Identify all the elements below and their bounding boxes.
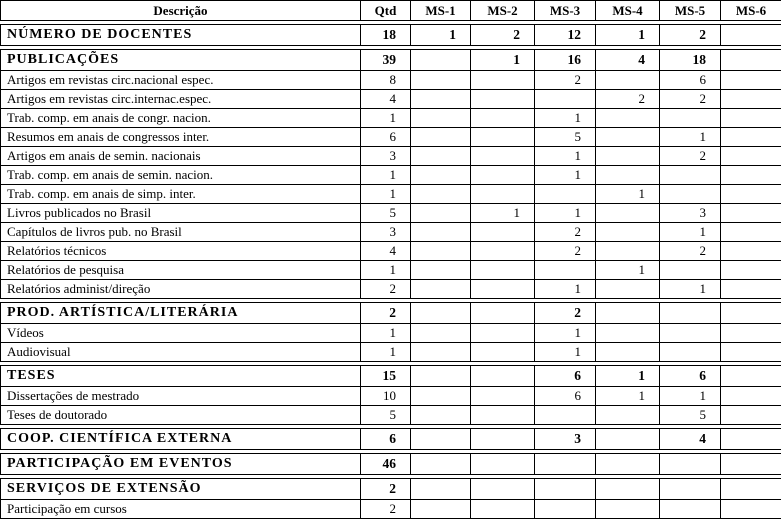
cell-ms-5 <box>660 303 721 324</box>
cell-ms-4: 1 <box>596 387 660 406</box>
column-header-qtd: Qtd <box>361 1 411 21</box>
cell-ms-4 <box>596 324 660 343</box>
table-row <box>1 147 781 166</box>
cell-ms-2 <box>471 324 535 343</box>
cell-ms-6 <box>721 109 781 128</box>
cell-ms-5: 1 <box>660 223 721 242</box>
cell-ms-3: 6 <box>535 387 596 406</box>
cell-ms-1 <box>411 90 471 109</box>
cell-ms-1 <box>411 366 471 387</box>
cell-ms-3 <box>535 185 596 204</box>
table-header <box>0 0 781 21</box>
cell-ms-5: 6 <box>660 366 721 387</box>
header-row <box>1 1 781 21</box>
section-header-row <box>1 366 781 387</box>
cell-ms-2 <box>471 109 535 128</box>
cell-ms-5: 18 <box>660 50 721 71</box>
cell-ms-4: 4 <box>596 50 660 71</box>
cell-ms-5: 1 <box>660 280 721 299</box>
cell-qtd: 8 <box>361 71 411 90</box>
row-description: Dissertações de mestrado <box>1 387 361 406</box>
cell-ms-6 <box>721 406 781 425</box>
row-description: Resumos em anais de congressos inter. <box>1 128 361 147</box>
row-description: Participação em cursos <box>1 500 361 519</box>
cell-ms-2 <box>471 366 535 387</box>
column-header-ms-1: MS-1 <box>411 1 471 21</box>
cell-ms-2 <box>471 261 535 280</box>
table-row <box>1 204 781 223</box>
column-header-ms-5: MS-5 <box>660 1 721 21</box>
cell-ms-5: 1 <box>660 128 721 147</box>
row-description: Vídeos <box>1 324 361 343</box>
cell-ms-3: 2 <box>535 303 596 324</box>
cell-ms-4 <box>596 71 660 90</box>
cell-ms-5 <box>660 343 721 362</box>
cell-ms-4 <box>596 454 660 475</box>
cell-ms-6 <box>721 479 781 500</box>
cell-qtd: 2 <box>361 303 411 324</box>
cell-ms-4 <box>596 223 660 242</box>
cell-ms-5 <box>660 166 721 185</box>
section-group <box>0 49 781 299</box>
cell-ms-2 <box>471 479 535 500</box>
cell-ms-2 <box>471 242 535 261</box>
cell-ms-3: 16 <box>535 50 596 71</box>
table-row <box>1 261 781 280</box>
cell-ms-1 <box>411 324 471 343</box>
row-description: Relatórios de pesquisa <box>1 261 361 280</box>
cell-ms-4: 1 <box>596 261 660 280</box>
cell-ms-2 <box>471 303 535 324</box>
cell-ms-3: 2 <box>535 223 596 242</box>
table-row <box>1 166 781 185</box>
cell-qtd: 6 <box>361 128 411 147</box>
cell-ms-5 <box>660 109 721 128</box>
cell-qtd: 1 <box>361 166 411 185</box>
cell-ms-5 <box>660 185 721 204</box>
cell-qtd: 1 <box>361 261 411 280</box>
cell-ms-6 <box>721 454 781 475</box>
column-header-ms-2: MS-2 <box>471 1 535 21</box>
row-description: Trab. comp. em anais de simp. inter. <box>1 185 361 204</box>
cell-ms-4 <box>596 303 660 324</box>
cell-ms-6 <box>721 261 781 280</box>
table-row <box>1 500 781 519</box>
section-header-row <box>1 25 781 46</box>
row-description: Relatórios técnicos <box>1 242 361 261</box>
cell-ms-2 <box>471 71 535 90</box>
row-description: PROD. ARTÍSTICA/LITERÁRIA <box>1 303 361 324</box>
table-row <box>1 343 781 362</box>
cell-qtd: 5 <box>361 406 411 425</box>
section-header-row <box>1 454 781 475</box>
cell-ms-3: 5 <box>535 128 596 147</box>
row-description: Relatórios administ/direção <box>1 280 361 299</box>
cell-ms-6 <box>721 242 781 261</box>
cell-qtd: 10 <box>361 387 411 406</box>
cell-ms-1 <box>411 147 471 166</box>
cell-ms-2: 1 <box>471 204 535 223</box>
cell-ms-6 <box>721 500 781 519</box>
cell-ms-1 <box>411 109 471 128</box>
row-description: Artigos em anais de semin. nacionais <box>1 147 361 166</box>
cell-ms-3 <box>535 90 596 109</box>
cell-ms-6 <box>721 223 781 242</box>
cell-ms-6 <box>721 50 781 71</box>
column-header-ms-4: MS-4 <box>596 1 660 21</box>
cell-ms-4 <box>596 280 660 299</box>
cell-ms-4: 1 <box>596 366 660 387</box>
cell-ms-5: 2 <box>660 25 721 46</box>
cell-ms-5 <box>660 454 721 475</box>
cell-ms-3 <box>535 406 596 425</box>
cell-ms-2 <box>471 343 535 362</box>
row-description: PUBLICAÇÕES <box>1 50 361 71</box>
cell-ms-3 <box>535 500 596 519</box>
cell-ms-2 <box>471 454 535 475</box>
cell-ms-4 <box>596 343 660 362</box>
cell-ms-2 <box>471 223 535 242</box>
cell-ms-2 <box>471 280 535 299</box>
row-description: PARTICIPAÇÃO EM EVENTOS <box>1 454 361 475</box>
cell-ms-2 <box>471 128 535 147</box>
row-description: Livros publicados no Brasil <box>1 204 361 223</box>
cell-ms-2 <box>471 90 535 109</box>
section-header-row <box>1 479 781 500</box>
cell-ms-2 <box>471 387 535 406</box>
cell-ms-5 <box>660 261 721 280</box>
cell-ms-6 <box>721 366 781 387</box>
cell-qtd: 2 <box>361 500 411 519</box>
column-header-ms-6: MS-6 <box>721 1 781 21</box>
cell-ms-6 <box>721 429 781 450</box>
cell-ms-6 <box>721 128 781 147</box>
cell-ms-3 <box>535 261 596 280</box>
row-description: SERVIÇOS DE EXTENSÃO <box>1 479 361 500</box>
cell-ms-6 <box>721 166 781 185</box>
cell-ms-1 <box>411 128 471 147</box>
table-row <box>1 387 781 406</box>
cell-qtd: 1 <box>361 343 411 362</box>
cell-ms-5: 6 <box>660 71 721 90</box>
cell-ms-2 <box>471 147 535 166</box>
cell-ms-1 <box>411 454 471 475</box>
cell-ms-5: 5 <box>660 406 721 425</box>
cell-ms-4 <box>596 128 660 147</box>
cell-ms-1 <box>411 71 471 90</box>
table-row <box>1 90 781 109</box>
cell-qtd: 2 <box>361 479 411 500</box>
cell-ms-4 <box>596 147 660 166</box>
cell-ms-1 <box>411 343 471 362</box>
cell-qtd: 18 <box>361 25 411 46</box>
cell-qtd: 2 <box>361 280 411 299</box>
cell-ms-4 <box>596 242 660 261</box>
cell-ms-5: 2 <box>660 147 721 166</box>
cell-ms-1 <box>411 280 471 299</box>
cell-ms-5 <box>660 324 721 343</box>
table-row <box>1 324 781 343</box>
row-description: NÚMERO DE DOCENTES <box>1 25 361 46</box>
cell-qtd: 39 <box>361 50 411 71</box>
table-row <box>1 280 781 299</box>
cell-ms-4: 1 <box>596 25 660 46</box>
cell-ms-3: 1 <box>535 343 596 362</box>
cell-ms-4 <box>596 500 660 519</box>
cell-ms-6 <box>721 147 781 166</box>
cell-ms-4: 2 <box>596 90 660 109</box>
cell-ms-6 <box>721 71 781 90</box>
cell-ms-5: 2 <box>660 242 721 261</box>
row-description: Trab. comp. em anais de congr. nacion. <box>1 109 361 128</box>
cell-ms-4: 1 <box>596 185 660 204</box>
table-row <box>1 185 781 204</box>
cell-ms-6 <box>721 280 781 299</box>
cell-ms-3: 1 <box>535 280 596 299</box>
row-description: Artigos em revistas circ.nacional espec. <box>1 71 361 90</box>
cell-ms-1 <box>411 387 471 406</box>
cell-ms-5 <box>660 479 721 500</box>
row-description: COOP. CIENTÍFICA EXTERNA <box>1 429 361 450</box>
cell-ms-4 <box>596 166 660 185</box>
row-description: Trab. comp. em anais de semin. nacion. <box>1 166 361 185</box>
cell-ms-4 <box>596 429 660 450</box>
cell-ms-6 <box>721 25 781 46</box>
cell-ms-6 <box>721 90 781 109</box>
cell-ms-4 <box>596 109 660 128</box>
cell-ms-6 <box>721 185 781 204</box>
section-group <box>0 365 781 425</box>
cell-ms-2 <box>471 429 535 450</box>
cell-ms-1 <box>411 223 471 242</box>
cell-qtd: 4 <box>361 242 411 261</box>
section-header-row <box>1 50 781 71</box>
cell-qtd: 46 <box>361 454 411 475</box>
cell-ms-1 <box>411 303 471 324</box>
cell-ms-3 <box>535 454 596 475</box>
table-row <box>1 71 781 90</box>
section-header-row <box>1 303 781 324</box>
cell-ms-1: 1 <box>411 25 471 46</box>
table-row <box>1 242 781 261</box>
row-description: TESES <box>1 366 361 387</box>
cell-ms-3: 1 <box>535 147 596 166</box>
cell-ms-1 <box>411 242 471 261</box>
cell-qtd: 15 <box>361 366 411 387</box>
cell-ms-1 <box>411 261 471 280</box>
cell-qtd: 3 <box>361 223 411 242</box>
cell-ms-6 <box>721 343 781 362</box>
cell-ms-4 <box>596 406 660 425</box>
cell-qtd: 5 <box>361 204 411 223</box>
section-group <box>0 24 781 46</box>
row-description: Teses de doutorado <box>1 406 361 425</box>
cell-ms-3 <box>535 479 596 500</box>
cell-qtd: 6 <box>361 429 411 450</box>
cell-ms-2 <box>471 185 535 204</box>
cell-ms-1 <box>411 185 471 204</box>
cell-ms-3: 1 <box>535 109 596 128</box>
cell-ms-2 <box>471 406 535 425</box>
section-group <box>0 478 781 519</box>
section-header-row <box>1 429 781 450</box>
cell-ms-2: 1 <box>471 50 535 71</box>
cell-ms-2 <box>471 500 535 519</box>
section-group <box>0 453 781 475</box>
row-description: Audiovisual <box>1 343 361 362</box>
cell-ms-1 <box>411 479 471 500</box>
cell-ms-6 <box>721 204 781 223</box>
cell-ms-5: 1 <box>660 387 721 406</box>
table-row <box>1 128 781 147</box>
cell-ms-3: 1 <box>535 324 596 343</box>
cell-qtd: 1 <box>361 185 411 204</box>
cell-ms-3: 2 <box>535 71 596 90</box>
cell-ms-1 <box>411 166 471 185</box>
cell-ms-5: 3 <box>660 204 721 223</box>
cell-ms-6 <box>721 324 781 343</box>
cell-ms-1 <box>411 429 471 450</box>
table-row <box>1 223 781 242</box>
cell-ms-3: 3 <box>535 429 596 450</box>
cell-qtd: 1 <box>361 324 411 343</box>
table-row <box>1 406 781 425</box>
column-header-ms-3: MS-3 <box>535 1 596 21</box>
cell-ms-5: 4 <box>660 429 721 450</box>
cell-ms-1 <box>411 204 471 223</box>
section-group <box>0 428 781 450</box>
cell-ms-6 <box>721 387 781 406</box>
cell-ms-5: 2 <box>660 90 721 109</box>
row-description: Capítulos de livros pub. no Brasil <box>1 223 361 242</box>
cell-ms-6 <box>721 303 781 324</box>
cell-ms-1 <box>411 50 471 71</box>
cell-qtd: 4 <box>361 90 411 109</box>
cell-ms-3: 1 <box>535 204 596 223</box>
cell-ms-3: 6 <box>535 366 596 387</box>
cell-qtd: 1 <box>361 109 411 128</box>
cell-qtd: 3 <box>361 147 411 166</box>
cell-ms-5 <box>660 500 721 519</box>
cell-ms-1 <box>411 406 471 425</box>
cell-ms-2: 2 <box>471 25 535 46</box>
cell-ms-1 <box>411 500 471 519</box>
cell-ms-4 <box>596 204 660 223</box>
cell-ms-3: 12 <box>535 25 596 46</box>
section-group <box>0 302 781 362</box>
cell-ms-3: 2 <box>535 242 596 261</box>
row-description: Artigos em revistas circ.internac.espec. <box>1 90 361 109</box>
table-row <box>1 109 781 128</box>
cell-ms-2 <box>471 166 535 185</box>
column-header-descricao: Descrição <box>1 1 361 21</box>
cell-ms-3: 1 <box>535 166 596 185</box>
cell-ms-4 <box>596 479 660 500</box>
